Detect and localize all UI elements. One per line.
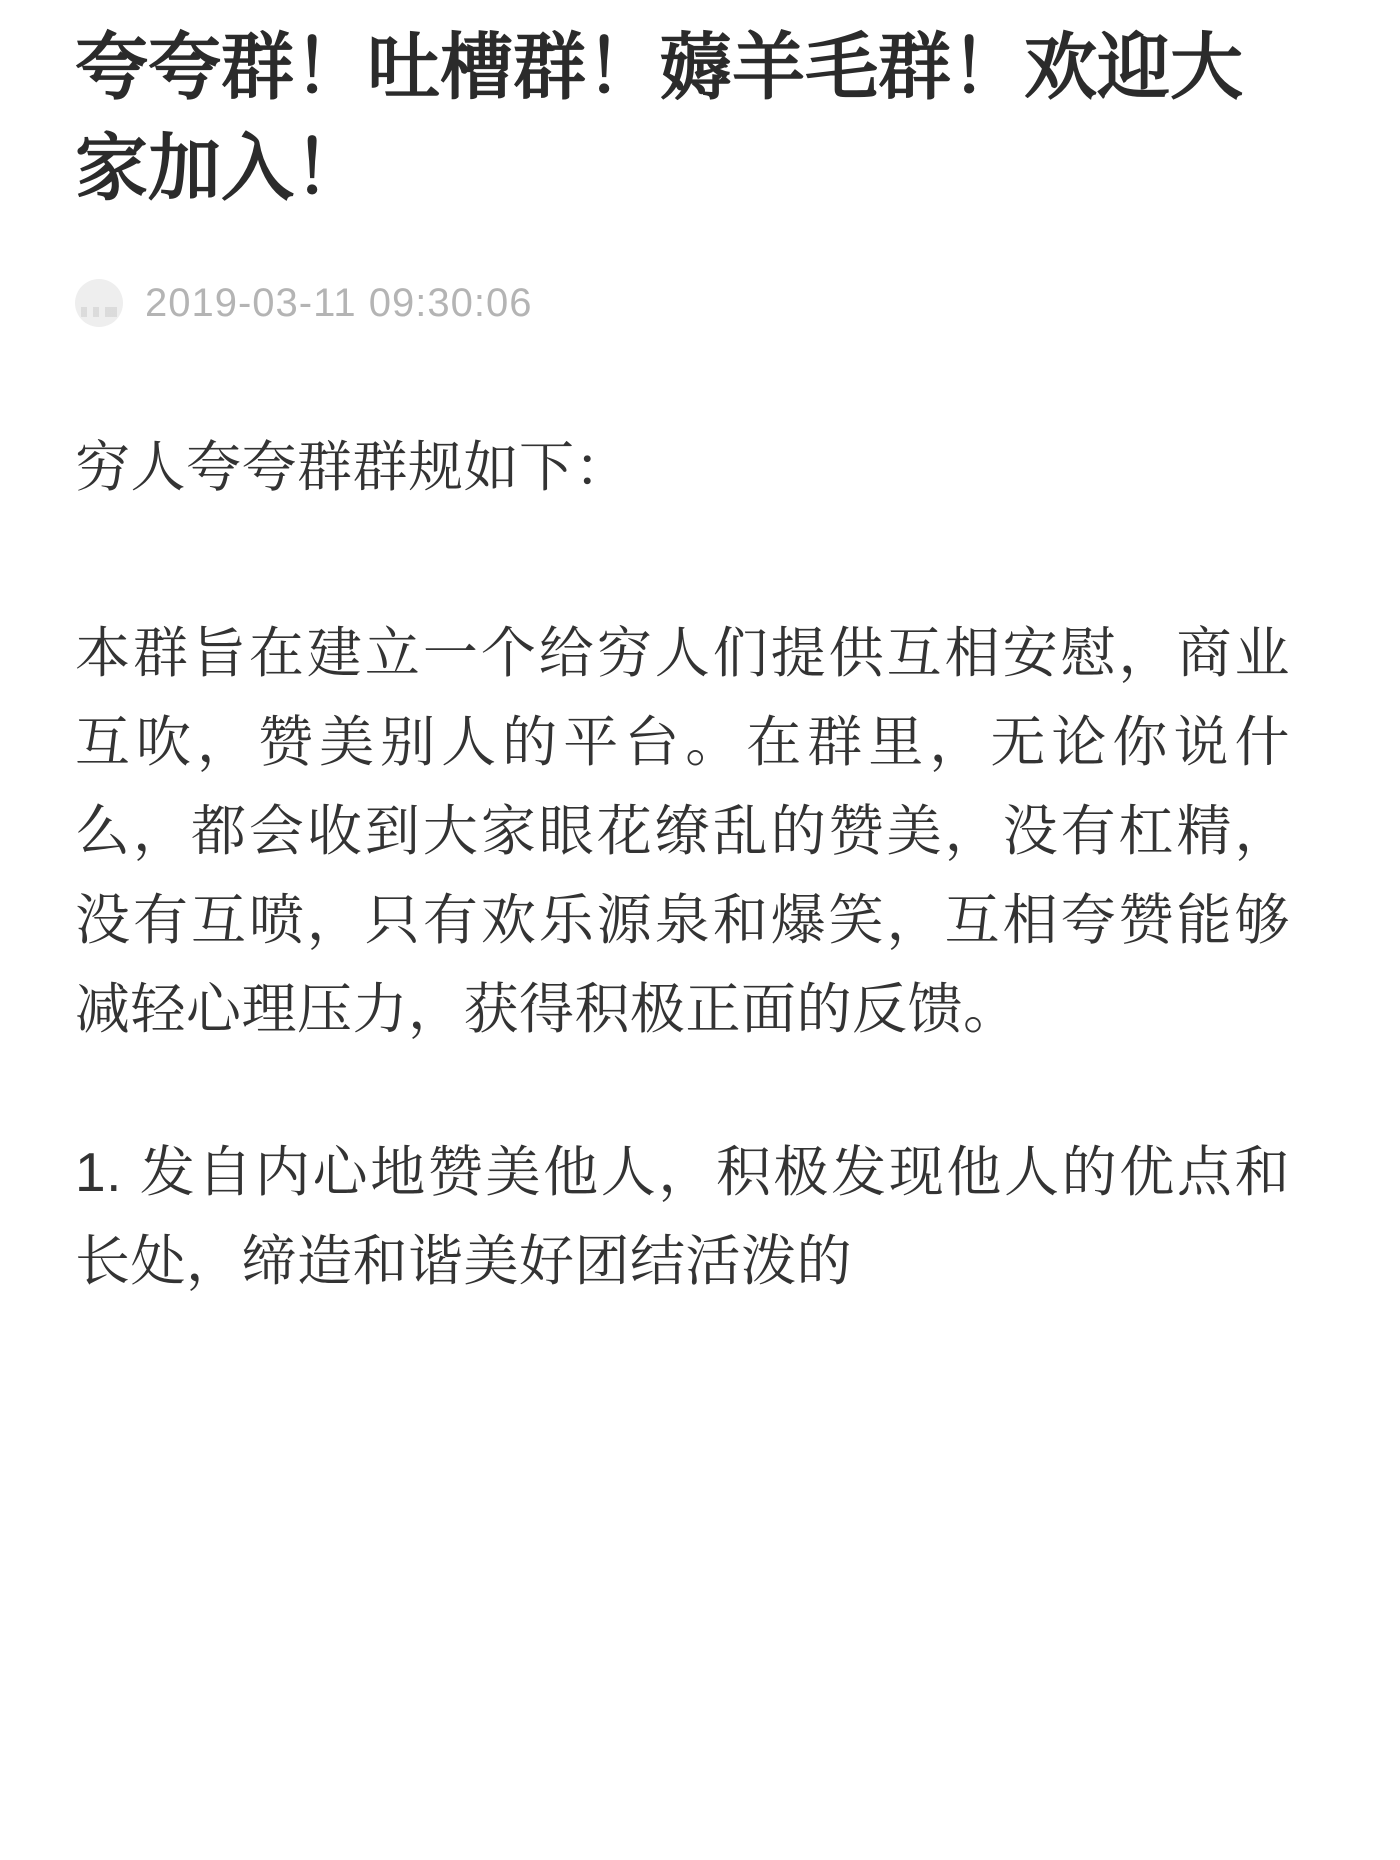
- article-meta: [75, 275, 1290, 331]
- user-avatar-icon: [75, 279, 123, 327]
- paragraph-purpose: 本群旨在建立一个给穷人们提供互相安慰，商业互吹，赞美别人的平台。在群里，无论你说什么，都会收到大家眼花缭乱的赞美，没有杠精，没有互喷，只有欢乐源泉和爆笑，互相夸赞能够减轻心理压力，获得积极正面的反馈。: [75, 621, 1290, 1040]
- article-body: [75, 423, 1290, 1306]
- paragraph-rule-1: 1. 发自内心地赞美他人，积极发现他人的优点和长处，缔造和谐美好团结活泼的: [75, 1141, 1290, 1293]
- publish-timestamp: 2019-03-11 09:30:06: [145, 280, 533, 325]
- page-title: 夸夸群！吐槽群！薅羊毛群！欢迎大家加入！: [75, 27, 1243, 209]
- paragraph-intro: 穷人夸夸群群规如下：: [75, 436, 631, 499]
